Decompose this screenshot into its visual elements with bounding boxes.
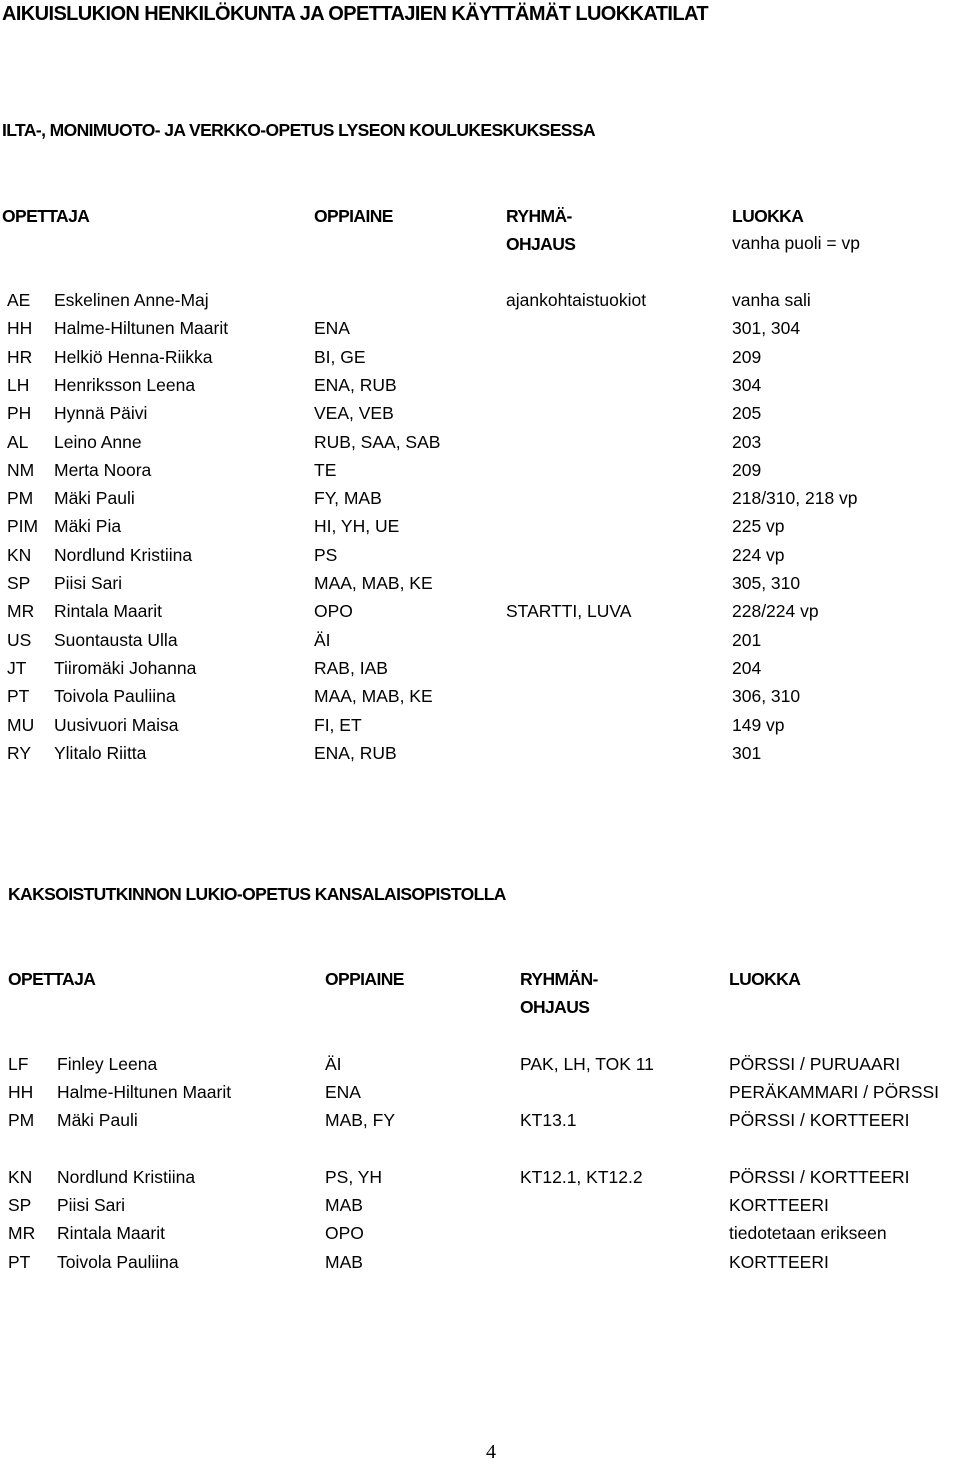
s1-cell-subject: VEA, VEB — [314, 403, 394, 424]
s1-cell-group: STARTTI, LUVA — [506, 601, 632, 622]
s1-cell-code: MR — [7, 601, 35, 622]
s2-cell-name: Toivola Pauliina — [57, 1252, 179, 1272]
s1-cell-code: US — [7, 629, 32, 650]
s1-row — [0, 571, 960, 599]
s1-cell-code: SP — [7, 573, 31, 593]
s1-cell-name: Nordlund Kristiina — [54, 544, 193, 565]
s2-row — [0, 1052, 960, 1080]
s1-cell-room: 225 vp — [732, 516, 785, 537]
s2-cell-room: PERÄKAMMARI / PÖRSSI — [729, 1082, 940, 1102]
s1-row — [0, 656, 960, 684]
s2-cell-code: LF — [8, 1054, 29, 1074]
s1-cell-name: Hynnä Päivi — [54, 403, 148, 424]
s2-cell-code: SP — [8, 1195, 32, 1215]
s1-cell-name: Piisi Sari — [54, 573, 123, 593]
s1-cell-subject: ENA, RUB — [314, 742, 397, 763]
s2-row — [0, 1221, 960, 1249]
s1-cell-room: 149 vp — [732, 714, 785, 735]
s1-cell-subject: HI, YH, UE — [314, 516, 400, 537]
page-number: 4 — [486, 1441, 496, 1463]
s2-cell-subject: MAB — [325, 1252, 363, 1272]
s1-cell-subject: OPO — [314, 601, 353, 622]
s1-cell-name: Merta Noora — [54, 459, 152, 480]
s1-col-room-line2: vanha puoli = vp — [732, 233, 860, 253]
s1-cell-subject: FY, MAB — [314, 488, 382, 509]
s1-cell-room: 306, 310 — [732, 686, 801, 707]
s2-cell-room: PÖRSSI / KORTTEERI — [729, 1167, 910, 1187]
s1-row — [0, 599, 960, 627]
s1-cell-code: LH — [7, 374, 30, 395]
s1-cell-room: 304 — [732, 374, 762, 395]
s1-cell-room: 209 — [732, 459, 762, 480]
s2-cell-name: Piisi Sari — [57, 1195, 126, 1215]
s1-cell-name: Tiiromäki Johanna — [54, 657, 197, 678]
s1-cell-code: PIM — [7, 516, 39, 537]
s1-cell-name: Rintala Maarit — [54, 601, 162, 622]
s1-row — [0, 684, 960, 712]
s2-cell-code: HH — [8, 1082, 34, 1102]
s1-cell-code: PT — [7, 686, 30, 707]
s1-cell-subject: RUB, SAA, SAB — [314, 431, 441, 452]
s1-col-group-line2: OHJAUS — [506, 234, 576, 254]
s2-cell-code: MR — [8, 1223, 36, 1243]
s1-cell-subject: BI, GE — [314, 346, 366, 367]
s1-cell-room: 201 — [732, 629, 762, 650]
s1-col-teacher: OPETTAJA — [2, 206, 90, 226]
page-title: AIKUISLUKION HENKILÖKUNTA JA OPETTAJIEN KÄYTTÄMÄT LUOKKATILAT — [2, 3, 708, 25]
s2-row — [0, 1193, 960, 1221]
s1-row — [0, 345, 960, 373]
s1-cell-room: 228/224 vp — [732, 601, 819, 622]
s1-cell-code: HR — [7, 346, 33, 367]
s1-cell-room: 209 — [732, 346, 762, 367]
s2-cell-room: KORTTEERI — [729, 1195, 829, 1215]
s1-cell-room: 305, 310 — [732, 573, 801, 593]
s1-row — [0, 373, 960, 401]
s1-cell-subject: MAA, MAB, KE — [314, 686, 433, 707]
s2-cell-room: tiedotetaan erikseen — [729, 1223, 887, 1243]
s2-cell-code: KN — [8, 1167, 33, 1187]
s1-cell-subject: MAA, MAB, KE — [314, 573, 433, 593]
s2-cell-name: Nordlund Kristiina — [57, 1167, 196, 1187]
s1-row — [0, 741, 960, 769]
s2-row — [0, 1080, 960, 1108]
s1-cell-subject: ENA — [314, 318, 350, 339]
s1-cell-room: vanha sali — [732, 290, 811, 310]
s1-cell-subject: PS — [314, 544, 338, 565]
s2-cell-subject: ÄI — [325, 1054, 342, 1074]
s1-cell-code: AE — [7, 290, 31, 310]
s1-row — [0, 458, 960, 486]
s1-row — [0, 628, 960, 656]
s1-row — [0, 514, 960, 542]
s1-cell-subject: TE — [314, 459, 337, 480]
s2-cell-subject: PS, YH — [325, 1167, 383, 1187]
s2-cell-subject: ENA — [325, 1082, 361, 1102]
s1-cell-code: JT — [7, 657, 27, 678]
s2-row — [0, 1250, 960, 1278]
s1-cell-group: ajankohtaistuokiot — [506, 290, 647, 310]
s2-cell-subject: MAB, FY — [325, 1110, 396, 1130]
s2-cell-name: Mäki Pauli — [57, 1110, 138, 1130]
s1-cell-name: Toivola Pauliina — [54, 686, 176, 707]
s1-cell-code: PM — [7, 488, 34, 509]
s1-cell-name: Eskelinen Anne-Maj — [54, 290, 209, 310]
s2-row — [0, 1165, 960, 1193]
s1-cell-name: Halme-Hiltunen Maarit — [54, 318, 229, 339]
s2-cell-room: PÖRSSI / KORTTEERI — [729, 1110, 910, 1130]
s1-cell-room: 203 — [732, 431, 762, 452]
s2-cell-name: Halme-Hiltunen Maarit — [57, 1082, 232, 1102]
s2-col-group-line1: RYHMÄN- — [520, 969, 598, 989]
s1-cell-code: PH — [7, 403, 32, 424]
s2-cell-room: PÖRSSI / PURUAARI — [729, 1054, 901, 1074]
s2-cell-group: PAK, LH, TOK 11 — [520, 1054, 654, 1074]
s2-cell-name: Rintala Maarit — [57, 1223, 165, 1243]
s1-cell-room: 204 — [732, 657, 762, 678]
s1-row — [0, 543, 960, 571]
s1-row — [0, 486, 960, 514]
s1-cell-code: AL — [7, 431, 29, 452]
s1-row — [0, 401, 960, 429]
s1-cell-code: KN — [7, 544, 32, 565]
section2-heading: KAKSOISTUTKINNON LUKIO-OPETUS KANSALAISOPISTOLLA — [8, 884, 506, 904]
s1-cell-name: Mäki Pia — [54, 516, 122, 537]
s1-col-room-line1: LUOKKA — [732, 206, 804, 226]
s1-cell-subject: FI, ET — [314, 714, 362, 735]
s2-col-subject: OPPIAINE — [325, 969, 404, 989]
s1-cell-room: 301 — [732, 742, 762, 763]
s1-cell-code: RY — [7, 742, 31, 763]
s1-cell-subject: RAB, IAB — [314, 657, 388, 678]
s1-cell-code: MU — [7, 714, 35, 735]
s1-col-group-line1: RYHMÄ- — [506, 206, 572, 226]
s2-cell-group: KT12.1, KT12.2 — [520, 1167, 643, 1187]
s2-col-group-line2: OHJAUS — [520, 997, 590, 1017]
s2-cell-code: PM — [8, 1110, 35, 1130]
s1-cell-name: Helkiö Henna-Riikka — [54, 346, 213, 367]
s1-row — [0, 713, 960, 741]
s2-cell-group: KT13.1 — [520, 1110, 577, 1130]
s1-cell-room: 301, 304 — [732, 318, 801, 339]
s2-cell-subject: OPO — [325, 1223, 364, 1243]
s1-cell-name: Mäki Pauli — [54, 488, 135, 509]
s1-row — [0, 288, 960, 316]
s1-cell-name: Leino Anne — [54, 431, 142, 452]
s1-cell-subject: ENA, RUB — [314, 374, 397, 395]
s1-cell-room: 218/310, 218 vp — [732, 488, 858, 509]
s1-col-subject: OPPIAINE — [314, 206, 393, 226]
s2-cell-code: PT — [8, 1252, 31, 1272]
s1-cell-code: HH — [7, 318, 33, 339]
s1-cell-name: Henriksson Leena — [54, 374, 196, 395]
s1-cell-room: 205 — [732, 403, 762, 424]
s1-cell-room: 224 vp — [732, 544, 785, 565]
s2-col-teacher: OPETTAJA — [8, 969, 96, 989]
s2-col-room: LUOKKA — [729, 969, 801, 989]
s2-cell-name: Finley Leena — [57, 1054, 158, 1074]
s2-cell-room: KORTTEERI — [729, 1252, 829, 1272]
s2-cell-subject: MAB — [325, 1195, 363, 1215]
s1-cell-code: NM — [7, 459, 35, 480]
s1-cell-subject: ÄI — [314, 629, 331, 650]
s1-cell-name: Suontausta Ulla — [54, 629, 178, 650]
section1-heading: ILTA-, MONIMUOTO- JA VERKKO-OPETUS LYSEON KOULUKESKUKSESSA — [2, 120, 595, 140]
s1-cell-name: Ylitalo Riitta — [54, 742, 147, 763]
s1-row — [0, 430, 960, 458]
s2-row — [0, 1108, 960, 1136]
s1-row — [0, 316, 960, 344]
s1-cell-name: Uusivuori Maisa — [54, 714, 179, 735]
